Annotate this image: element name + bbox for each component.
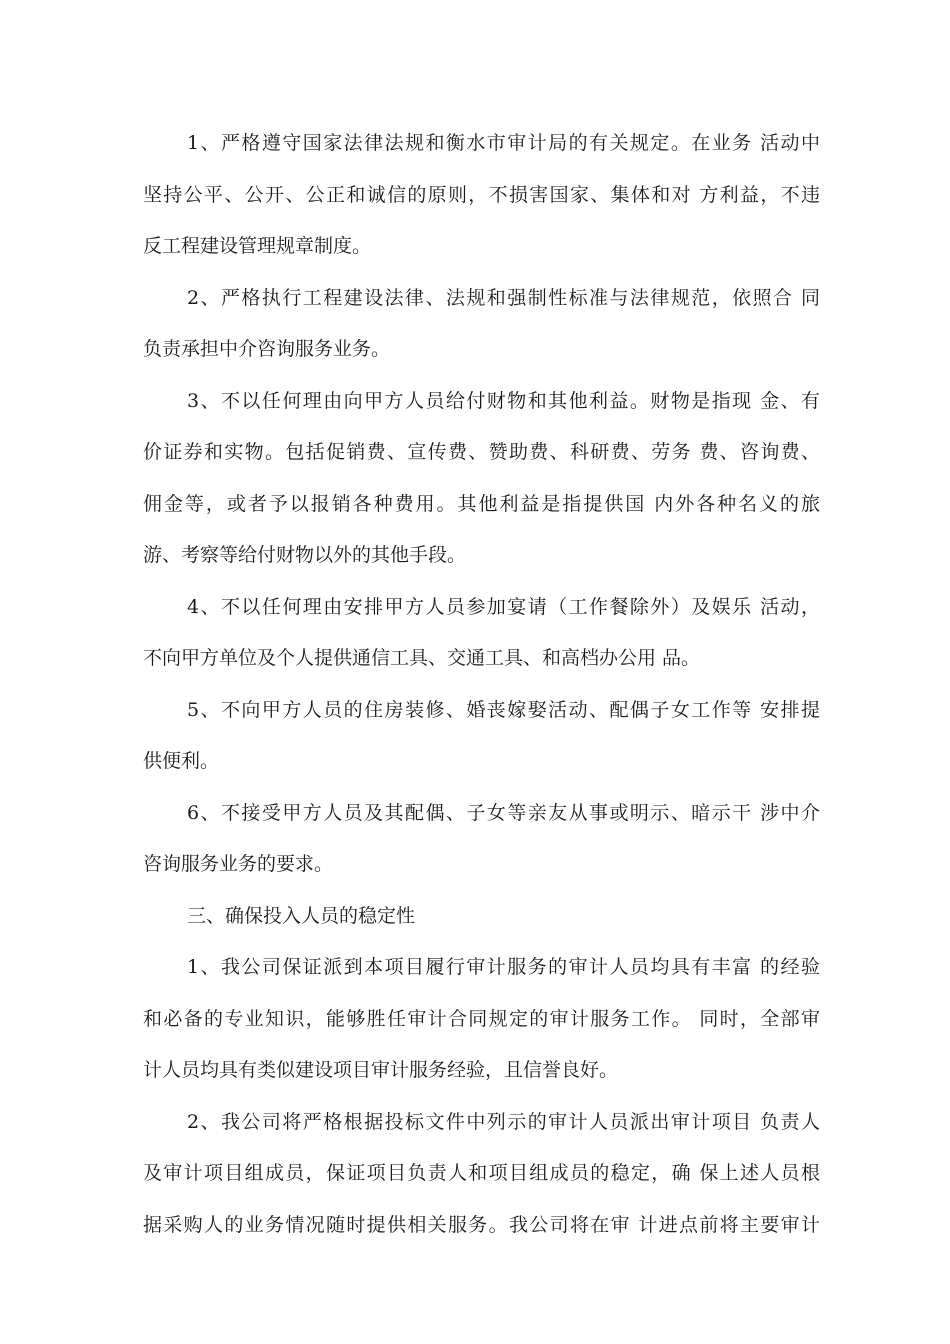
- text-line: 5、不向甲方人员的住房装修、婚丧嫁娶活动、配偶子女工作等 安排提: [187, 698, 820, 721]
- text-line: 坚持公平、公开、公正和诚信的原则，不损害国家、集体和对 方利益，不违: [143, 183, 820, 206]
- text-line: 6、不接受甲方人员及其配偶、子女等亲友从事或明示、暗示干 涉中介: [187, 801, 820, 824]
- section-heading: [143, 891, 820, 943]
- paragraph-clause-6: [143, 788, 820, 891]
- paragraph-clause-4: [143, 582, 820, 685]
- text-line: 反工程建设管理规章制度。: [143, 235, 372, 257]
- document-body: [143, 118, 820, 1251]
- paragraph-staff-1: [143, 942, 820, 1097]
- text-line: 3、不以任何理由向甲方人员给付财物和其他利益。财物是指现 金、有: [187, 389, 820, 412]
- text-line: 咨询服务业务的要求。: [143, 853, 334, 875]
- section-heading-text: 三、确保投入人员的稳定性: [187, 904, 416, 927]
- text-line: 佣金等，或者予以报销各种费用。其他利益是指提供国 内外各种名义的旅: [143, 492, 820, 515]
- text-line: 游、考察等给付财物以外的其他手段。: [143, 544, 467, 566]
- paragraph-staff-2: [143, 1097, 820, 1252]
- text-line: 不向甲方单位及个人提供通信工具、交通工具、和高档办公用 品。: [143, 647, 701, 669]
- text-line: 2、严格执行工程建设法律、法规和强制性标准与法律规范，依照合 同: [187, 286, 820, 309]
- text-line: 价证券和实物。包括促销费、宣传费、赞助费、科研费、劳务 费、咨询费、: [143, 441, 820, 463]
- text-line: 1、我公司保证派到本项目履行审计服务的审计人员均具有丰富 的经验: [187, 956, 820, 978]
- text-line: 和必备的专业知识，能够胜任审计合同规定的审计服务工作。 同时，全部审: [143, 1007, 820, 1030]
- text-line: 计人员均具有类似建设项目审计服务经验，且信誉良好。: [143, 1059, 619, 1081]
- text-line: 4、不以任何理由安排甲方人员参加宴请（工作餐除外）及娱乐 活动，: [187, 595, 820, 618]
- paragraph-clause-2: [143, 273, 820, 376]
- text-line: 及审计项目组成员，保证项目负责人和项目组成员的稳定，确 保上述人员根: [143, 1162, 820, 1184]
- text-line: 1、严格遵守国家法律法规和衡水市审计局的有关规定。在业务 活动中: [187, 132, 820, 154]
- text-line: 2、我公司将严格根据投标文件中列示的审计人员派出审计项目 负责人: [187, 1110, 820, 1133]
- paragraph-clause-1: [143, 118, 820, 273]
- paragraph-clause-3: [143, 376, 820, 582]
- text-line: 据采购人的业务情况随时提供相关服务。我公司将在审 计进点前将主要审计: [143, 1213, 820, 1236]
- paragraph-clause-5: [143, 685, 820, 788]
- text-line: 负责承担中介咨询服务业务。: [143, 338, 391, 360]
- text-line: 供便利。: [143, 750, 220, 772]
